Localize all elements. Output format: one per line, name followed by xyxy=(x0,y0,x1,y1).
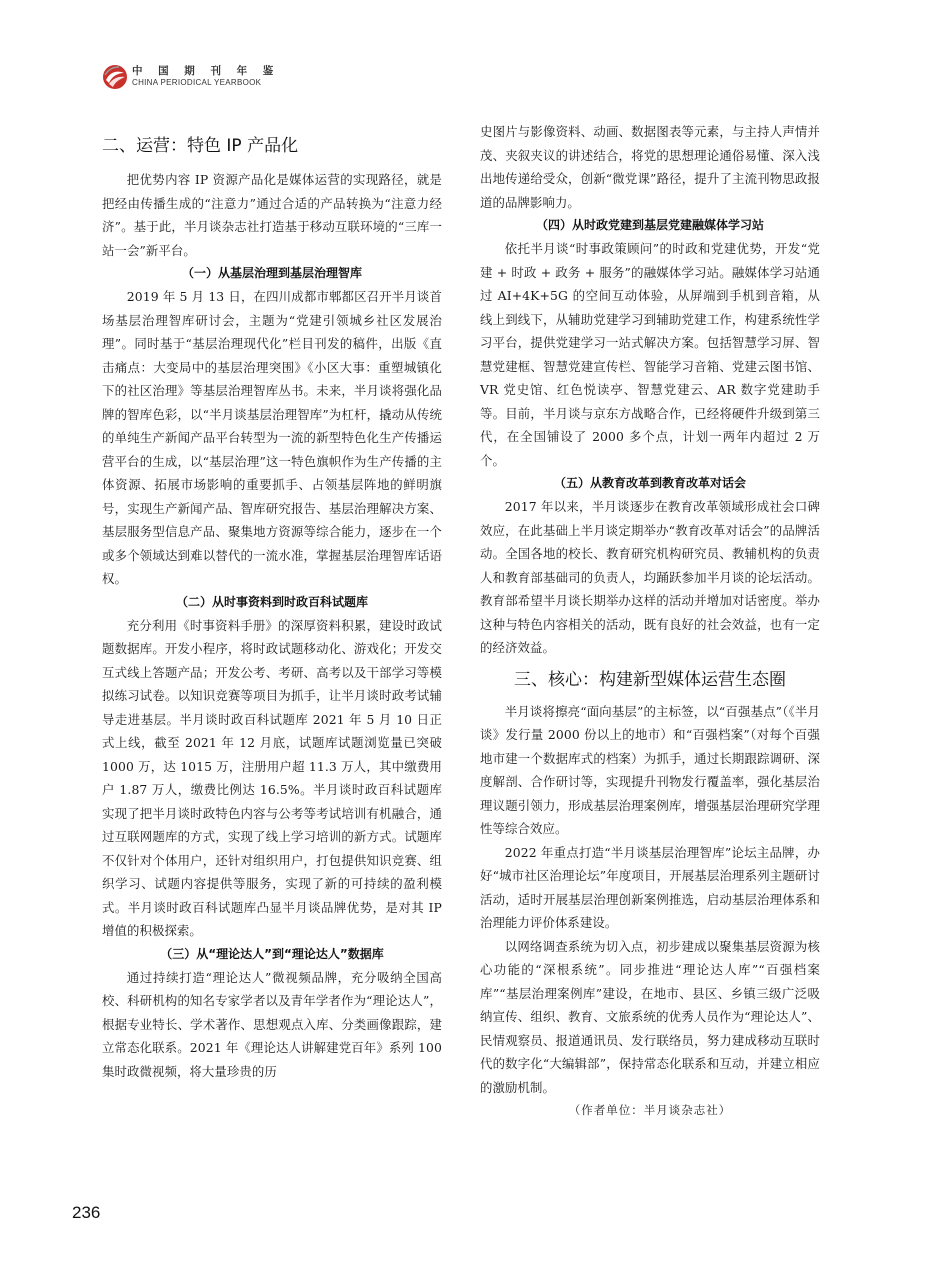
subsection-5-paragraph: 2017 年以来，半月谈逐步在教育改革领域形成社会口碑效应，在此基础上半月谈定期举办“教育改革对话会”的品牌活动。全国各地的校长、教育研究机构研究员、教辅机构的负责人和教育部基础司的负责人，均踊跃参加半月谈的论坛活动。教育部希望半月谈长期举办这样的活动并增加对话密度。举办这种与特色内容相关的活动，既有良好的社会效益，也有一定的经济效益。 xyxy=(480,499,820,655)
section-3-paragraph-1: 半月谈将擦亮“面向基层”的主标签，以“百强基点”（《半月谈》发行量 2000 份以上的地市）和“百强档案”（对每个百强地市建一个数据库式的档案）为抓手，通过长期跟踪调研、深度解剖、合作研讨等，实现提升刊物发行覆盖率，强化基层治理议题引领力，形成基层治理案例库，增强基层治理研究学理性等综合效应。 xyxy=(480,703,820,836)
section-title-core: 三、核心：构建新型媒体运营生态圈 xyxy=(514,669,786,690)
section-intro-paragraph: 把优势内容 IP 资源产品化是媒体运营的实现路径，就是把经由传播生成的“注意力”通过合适的产品转换为“注意力经济”。基于此，半月谈杂志社打造基于移动互联环境的“三库一站一会”新平台。 xyxy=(102,172,442,258)
subsection-title-4: （四）从时政党建到基层党建融媒体学习站 xyxy=(535,218,764,232)
subsection-3-paragraph-continued: 史图片与影像资料、动画、数据图表等元素，与主持人声情并茂、夹叙夹议的讲述结合，将党的思想理论通俗易懂、深入浅出地传递给受众，创新“微党课”路径，提升了主流刊物思政报道的品牌影响力。 xyxy=(480,124,820,210)
subsection-title-3: （三）从“理论达人”到“理论达人”数据库 xyxy=(160,946,384,961)
section-3-paragraph-2: 2022 年重点打造“半月谈基层治理智库”论坛主品牌，办好“城市社区治理论坛”年度项目，开展基层治理系列主题研讨活动，适时开展基层治理创新案例推选，启动基层治理体系和治理能力评价体系建设。 xyxy=(480,844,820,930)
subsection-title-1: （一）从基层治理到基层治理智库 xyxy=(181,266,362,280)
right-column xyxy=(480,120,820,1122)
brand-title-cn: 中 国 期 刊 年 鉴 xyxy=(132,65,280,77)
subsection-2-paragraph: 充分利用《时事资料手册》的深厚资料积累，建设时政试题数据库。开发小程序，将时政试题移动化、游戏化；开发交互式线上答题产品；开发公考、考研、高考以及干部学习等模拟练习试卷。以知识竞赛等项目为抓手，让半月谈时政考试辅导走进基层。半月谈时政百科试题库 2021 年 5 月 10 日正式上线，截至 2021 年 12 月底，试题库试题浏览量已突破 1000 万，达 1015 万，注册用户超 11.3 万人，其中缴费用户 1.87 万人，缴费比例达 16.5%。半月谈时政百科试题库实现了把半月谈时政特色内容与公考等考试培训有机融合，通过互联网题库的方式，实现了线上学习培训的新方式。试题库不仅针对个体用户，还针对组织用户，打包提供知识竞赛、组织学习、试题内容提供等服务，实现了新的可持续的盈利模式。半月谈时政百科试题库凸显半月谈品牌优势，是对其 IP 增值的积极探索。 xyxy=(102,617,442,938)
subsection-4-paragraph: 依托半月谈“时事政策顾问”的时政和党建优势，开发“党建 + 时政 + 政务 + 服务”的融媒体学习站。融媒体学习站通过 AI+4K+5G 的空间互动体验，从屏端到手机到音箱，从线上到线下，从辅助党建学习到辅助党建工作，构建系统性学习平台，提供党建学习一站式解决方案。包括智慧学习屏、智慧党建框、智慧党建宣传栏、智能学习音箱、党建云图书馆、VR 党史馆、红色悦读亭、智慧党建云、AR 数字党建助手等。目前，半月谈与京东方战略合作，已经将硬件升级到第三代，在全国铺设了 2000 多个点，计划一两年内超过 2 万个。 xyxy=(480,241,820,468)
yearbook-logo-icon xyxy=(102,64,128,90)
page-number: 236 xyxy=(72,1203,101,1222)
left-column xyxy=(102,120,442,1083)
subsection-3-paragraph: 通过持续打造“理论达人”微视频品牌，充分吸纳全国高校、科研机构的知名专家学者以及青年学者作为“理论达人”，根据专业特长、学术著作、思想观点入库、分类画像跟踪，建立常态化联系。2021 年《理论达人讲解建党百年》系列 100 集时政微视频，将大量珍贵的历 xyxy=(102,969,442,1079)
subsection-1-paragraph: 2019 年 5 月 13 日，在四川成都市郫都区召开半月谈首场基层治理智库研讨会，主题为“党建引领城乡社区发展治理”。同时基于“基层治理现代化”栏目刊发的稿件，出版《直击痛点：大变局中的基层治理突围》《小区大事：重塑城镇化下的社区治理》等基层治理智库丛书。未来，半月谈将强化品牌的智库色彩，以“半月谈基层治理智库”为杠杆，撬动从传统的单纯生产新闻产品平台转型为一流的新型特色化生产传播运营平台的生成，以“基层治理”这一特色旗帜作为生产传播的主体资源、拓展市场影响的重要抓手、占领基层阵地的鲜明旗号，实现生产新闻产品、智库研究报告、基层治理解决方案、基层服务型信息产品、聚集地方资源等综合能力，逐步在一个或多个领域达到难以替代的一流水准，掌握基层治理智库话语权。 xyxy=(102,289,442,586)
page-header xyxy=(102,62,402,92)
section-3-paragraph-3: 以网络调查系统为切入点，初步建成以聚集基层资源为核心功能的“深根系统”。同步推进“理论达人库”“百强档案库”“基层治理案例库”建设，在地市、县区、乡镇三级广泛吸纳宣传、组织、教育、文旅系统的优秀人员作为“理论达人”、民情观察员、报道通讯员、发行联络员，努力建成移动互联时代的数字化“大编辑部”，保持常态化联系和互动，并建立相应的激励机制。 xyxy=(480,938,820,1095)
section-title-operations: 二、运营：特色 IP 产品化 xyxy=(102,136,299,156)
author-affiliation: （作者单位：半月谈杂志社） xyxy=(568,1103,732,1117)
brand-title-en: CHINA PERIODICAL YEARBOOK xyxy=(132,78,262,87)
subsection-title-2: （二）从时事资料到时政百科试题库 xyxy=(175,594,368,609)
subsection-title-5: （五）从教育改革到教育改革对话会 xyxy=(553,476,746,490)
